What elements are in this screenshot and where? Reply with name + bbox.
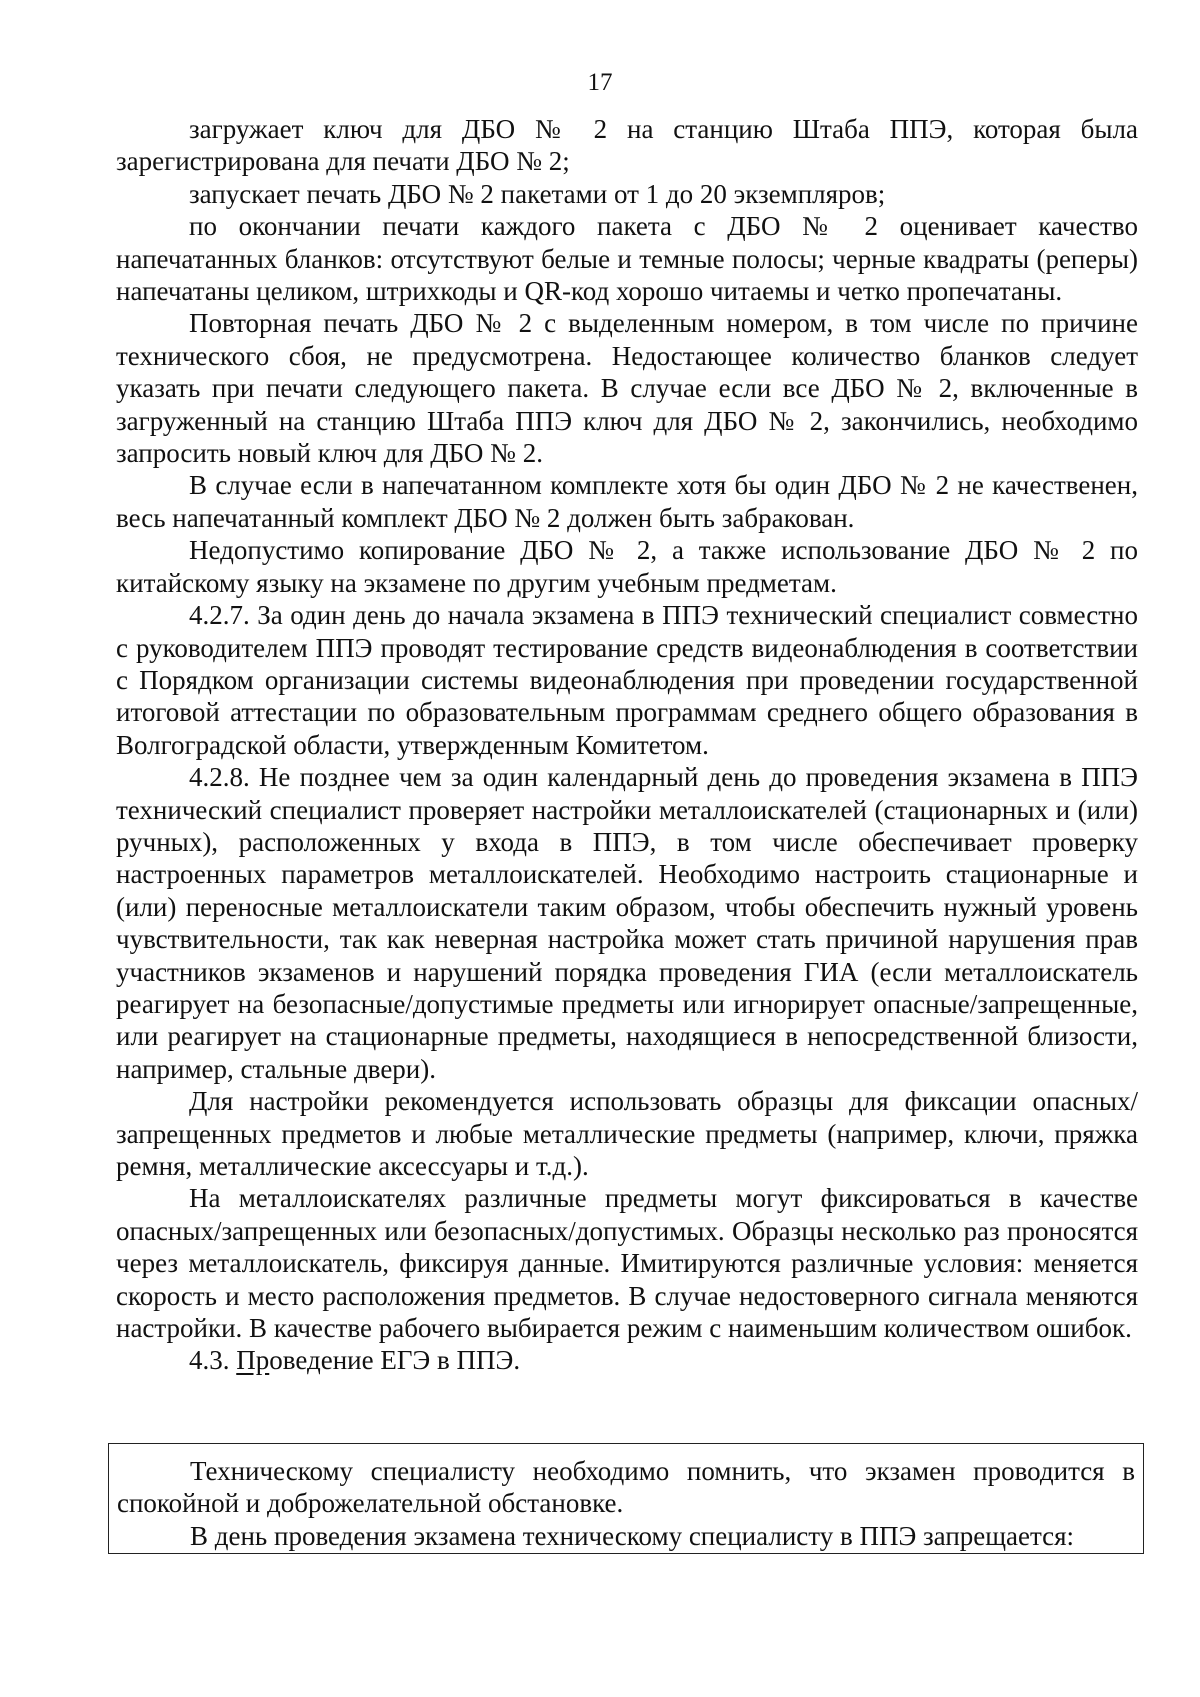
section-heading-4-3	[116, 1344, 1138, 1376]
notice-calm-atmosphere: Техническому специалисту необходимо помнить, что экзамен проводится в спокойной и доброжелательной обстановке.	[117, 1456, 1135, 1519]
page-number: 17	[587, 69, 613, 96]
paragraph-calibration-samples: Для настройки рекомендуется использовать образцы для фиксации опасных/запрещенных предметов и любые металлические предметы (например, ключи, пряжка ремня, металлические аксессуары и т.д.).	[116, 1086, 1138, 1181]
paragraph-quality-check: по окончании печати каждого пакета с ДБО № 2 оценивает качество напечатанных бланков: отсутствуют белые и темные полосы; черные квадраты (реперы) напечатаны целиком, штрихкоды и QR-код хорошо читаемы и четко пропечатаны.	[116, 211, 1138, 307]
paragraph-no-copy: Недопустимо копирование ДБО № 2, а также использование ДБО № 2 по китайскому языку на экзамене по другим учебным предметам.	[116, 535, 1138, 598]
section-heading-rest: оведение ЕГЭ в ППЭ.	[269, 1345, 521, 1376]
notice-prohibited-intro: В день проведения экзамена техническому специалисту в ППЭ запрещается:	[190, 1520, 1075, 1551]
paragraph-4-2-7: 4.2.7. За один день до начала экзамена в ППЭ технический специалист совместно с руководителем ППЭ проводят тестирование средств видеонаблюдения в соответствии с Порядком организации системы видеонаблюдения при проведении государственной итоговой аттестации по образовательным программам среднего общего образования в Волгоградской области, утвержденным Комитетом.	[116, 600, 1138, 760]
notice-box	[108, 1443, 1144, 1554]
body-text	[116, 113, 1138, 1377]
section-heading-underlined: Пр	[236, 1345, 270, 1376]
paragraph-detector-modes: На металлоискателях различные предметы могут фиксироваться в качестве опасных/запрещенных или безопасных/допустимых. Образцы несколько раз проносятся через металлоискатель, фиксируя данные. Имитируются различные условия: меняется скорость и место расположения предметов. В случае недостоверного сигнала меняются настройки. В качестве рабочего выбирается режим с наименьшим количеством ошибок.	[116, 1183, 1138, 1344]
paragraph-4-2-8: 4.2.8. Не позднее чем за один календарный день до проведения экзамена в ППЭ технический специалист проверяет настройки металлоискателей (стационарных и (или) ручных), расположенных у входа в ППЭ, в том числе обеспечивает проверку настроенных параметров металлоискателей. Необходимо настроить стационарные и (или) переносные металлоискатели таким образом, чтобы обеспечить нужный уровень чувствительности, так как неверная настройка может стать причиной нарушения прав участников экзаменов и нарушений порядка проведения ГИА (если металлоискатель реагирует на безопасные/допустимые предметы или игнорирует опасные/запрещенные, или реагирует на стационарные предметы, находящиеся в непосредственной близости, например, стальные двери).	[116, 762, 1138, 1084]
paragraph-reprint: Повторная печать ДБО № 2 с выделенным номером, в том числе по причине технического сбоя, не предусмотрена. Недостающее количество бланков следует указать при печати следующего пакета. В случае если все ДБО № 2, включенные в загруженный на станцию Штаба ППЭ ключ для ДБО № 2, закончились, необходимо запросить новый ключ для ДБО № 2.	[116, 308, 1138, 469]
section-heading-prefix: 4.3.	[189, 1345, 237, 1376]
paragraph-load-key: загружает ключ для ДБО № 2 на станцию Штаба ППЭ, которая была зарегистрирована для печати ДБО № 2;	[116, 114, 1138, 177]
paragraph-reject-set: В случае если в напечатанном комплекте хотя бы один ДБО № 2 не качественен, весь напечатанный комплект ДБО № 2 должен быть забракован.	[116, 470, 1138, 533]
paragraph-start-print: запускает печать ДБО № 2 пакетами от 1 до 20 экземпляров;	[189, 178, 886, 209]
